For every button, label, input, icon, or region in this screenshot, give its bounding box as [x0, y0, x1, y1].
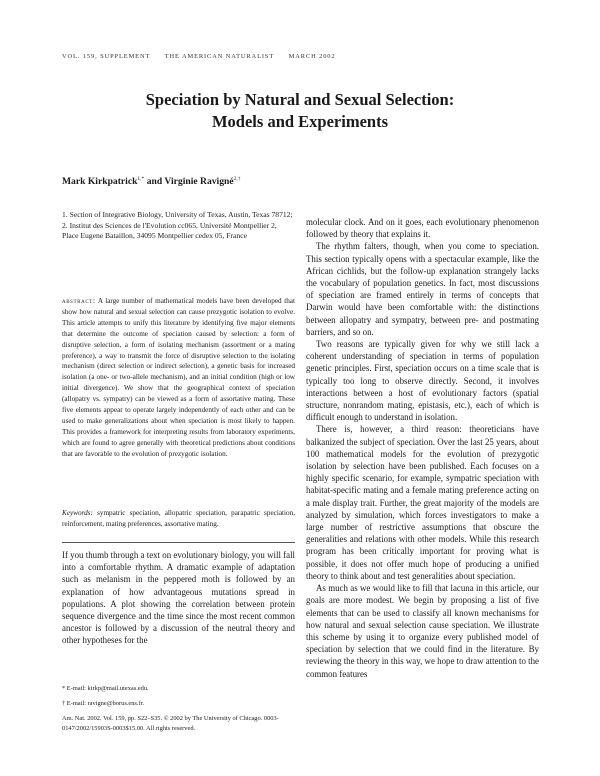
- running-head-journal: THE AMERICAN NATURALIST: [164, 53, 275, 60]
- author-ravigne-marks: 2,†: [233, 176, 241, 182]
- title-line-1: Speciation by Natural and Sexual Selection:: [145, 90, 455, 109]
- author-list: [62, 176, 240, 187]
- article-title: [60, 89, 540, 133]
- abstract-label: abstract:: [62, 296, 96, 305]
- title-line-2: Models and Experiments: [211, 112, 388, 131]
- body-paragraph: molecular clock. And on it goes, each evolutionary phenomenon followed by theory that explains it.: [306, 217, 539, 240]
- affiliation-2: 2. Institut des Sciences de l'Evolution cc065, Université Montpellier 2, Place Eugene Bataillon, 34095 Montpellier cedex 05, France: [62, 220, 277, 241]
- footnote-email-ravigne: † E-mail: ravigne@borus.ens.fr.: [62, 700, 145, 708]
- section-divider: [62, 542, 295, 543]
- footnotes: [62, 684, 295, 733]
- keywords: [62, 508, 295, 530]
- author-ravigne: Virginie Ravigné: [164, 176, 234, 187]
- body-paragraph: Two reasons are typically given for why we still lack a coherent understanding of speciation in terms of population genetic principles. First, speciation occurs on a time scale that is typically too long to observe directly. Second, it involves interactions between a host of evolutionary factors (spatial structure, nonrandom mating, epistasis, etc.), each of which is difficult enough to understand in isolation.: [306, 339, 539, 423]
- author-kirkpatrick-marks: 1,*: [137, 176, 145, 182]
- author-kirkpatrick: Mark Kirkpatrick: [62, 176, 138, 187]
- body-intro-paragraph: If you thumb through a text on evolutionary biology, you will fall into a comfortable rhythm. A dramatic example of adaptation such as melanism in the peppered moth is followed by an explanation of how advantageous mutations spread in populations. A plot showing the correlation between protein sequence divergence and the time since the most recent common ancestor is followed by a discussion of the neutral theory and other hypotheses for the: [62, 550, 295, 646]
- abstract-text: A large number of mathematical models have been developed that show how natural and sexual selection can cause prezygotic isolation to evolve. This article attempts to unify this literature by identifying five major elements that determine the outcome of speciation caused by selection: a form of disruptive selection, a form of isolating mechanism (assortment or a mating preference), a way to transmit the force of disruptive selection to the isolating mechanism (direct selection or indirect selection), a genetic basis for increased isolation (a one- or two-allele mechanism), and an initial condition (high or low initial divergence). We show that the geographical context of speciation (allopatry vs. sympatry) can be viewed as a form of assortative mating. These five elements appear to operate largely independently of each other and can be used to make generalizations about when speciation is most likely to happen. This provides a framework for interpreting results from laboratory experiments, which are found to agree generally with theoretical predictions about conditions that are favorable to the evolution of prezygotic isolation.: [62, 297, 295, 458]
- body-right-column: [306, 216, 539, 680]
- body-paragraph: There is, however, a third reason: theoreticians have balkanized the subject of speciation. Over the last 25 years, about 100 mathematical models for the evolution of prezygotic isolation by selection have been published. Each focuses on a highly specific scenario, for example, sympatric speciation with habitat-specific mating and a female mating preference acting on a male display trait. Further, the great majority of the models are analyzed by simulation, which forces investigators to make a large number of restrictive assumptions that obscure the generalities and relations with other models. While this research program has been critically important for proving what is possible, it does not offer much hope of producing a unified theory to think about and test generalities about speciation.: [306, 424, 539, 581]
- keywords-label: Keywords:: [62, 509, 93, 517]
- abstract: [62, 296, 295, 460]
- body-paragraph: The rhythm falters, though, when you come to speciation. This section typically opens with a spectacular example, like the African cichlids, but the follow-up explanation strangely lacks the vocabulary of population genetics. In fact, most discussions of speciation are framed entirely in terms of concepts that Darwin would have been comfortable with: the distinctions between allopatry and sympatry, between pre- and postmating barriers, and so on.: [306, 241, 539, 337]
- footnote-email-kirkpatrick: * E-mail: kirkp@mail.utexas.edu.: [62, 685, 149, 692]
- running-head-date: MARCH 2002: [288, 53, 336, 60]
- affiliations: [62, 210, 295, 242]
- keywords-text: sympatric speciation, allopatric speciation, parapatric speciation, reinforcement, mating preferences, assortative mating.: [62, 509, 295, 528]
- author-conjunction: and: [146, 176, 163, 187]
- affiliation-1: 1. Section of Integrative Biology, University of Texas, Austin, Texas 78712;: [62, 210, 293, 219]
- body-paragraph: As much as we would like to fill that lacuna in this article, our goals are more modest. We begin by proposing a list of five elements that can be used to classify all known mechanisms for how natural and sexual selection cause speciation. We illustrate this scheme by using it to organize every published model of speciation by selection that we could find in the literature. By reviewing the theory in this way, we hope to draw attention to the common features: [306, 583, 539, 679]
- citation-line: Am. Nat. 2002. Vol. 159, pp. S22–S35. © 2002 by The University of Chicago. 0003-0147/2002/15903S-0003$15.00. All rights reserved.: [62, 715, 279, 732]
- running-head: [62, 53, 542, 60]
- running-head-volume: VOL. 159, SUPPLEMENT: [62, 53, 151, 60]
